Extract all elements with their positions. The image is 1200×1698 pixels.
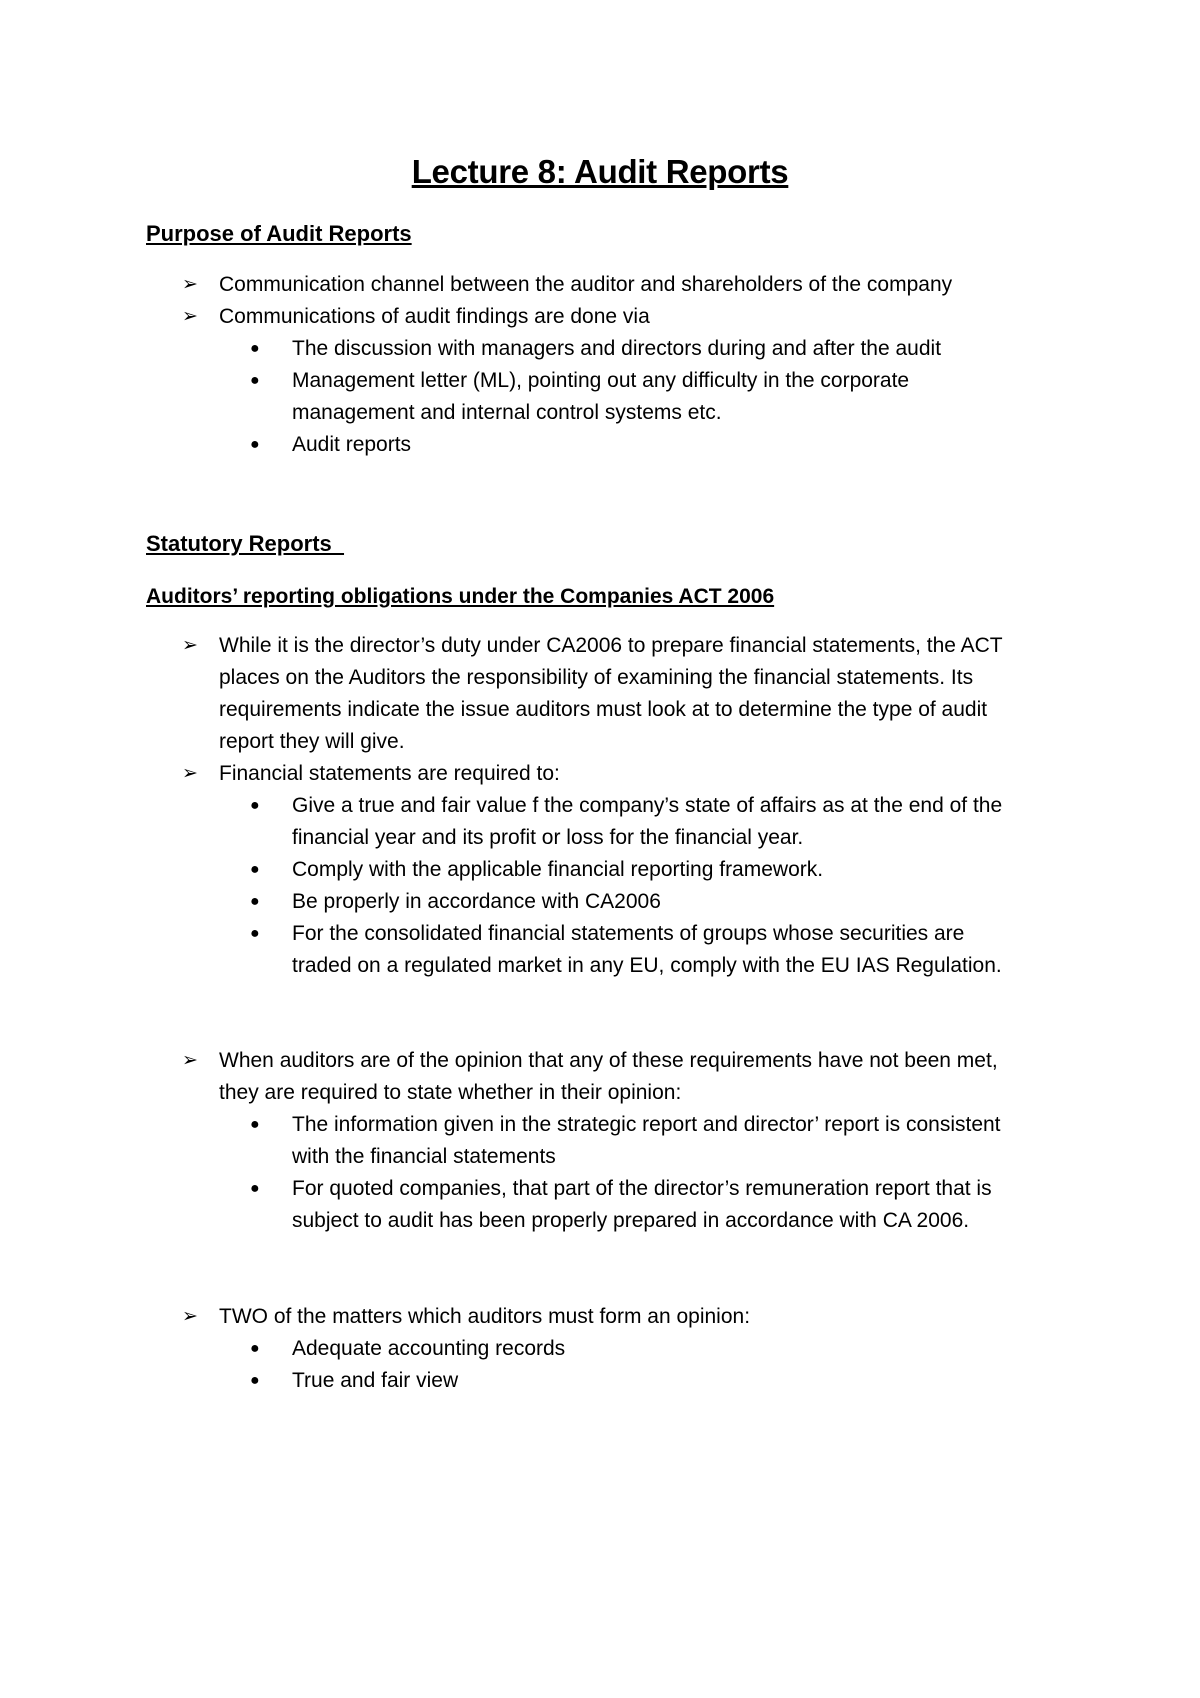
sub-list-item-text: Comply with the applicable financial reporting framework. <box>292 858 824 881</box>
arrow-bullet-icon: ➢ <box>182 306 198 327</box>
round-bullet-icon: ● <box>250 372 260 389</box>
arrow-bullet-icon: ➢ <box>182 763 198 784</box>
list-item-text: TWO of the matters which auditors must form an opinion: <box>219 1305 751 1328</box>
arrow-bullet-icon: ➢ <box>182 1050 198 1071</box>
list-item-text: Communications of audit findings are done via <box>219 305 650 328</box>
sub-list-item-text: Management letter (ML), pointing out any difficulty in the corporate management and internal control systems etc. <box>292 369 910 424</box>
sub-list-item-text: Give a true and fair value f the company’s state of affairs as at the end of the financial year and its profit or loss for the financial year. <box>292 794 1003 849</box>
list-item-text: When auditors are of the opinion that any of these requirements have not been met, they are required to state whether in their opinion: <box>219 1049 998 1104</box>
round-bullet-icon: ● <box>250 1116 260 1133</box>
sub-list-item-text: For quoted companies, that part of the director’s remuneration report that is subject to audit has been properly prepared in accordance with CA 2006. <box>292 1177 992 1232</box>
round-bullet-icon: ● <box>250 1372 260 1389</box>
page-title: Lecture 8: Audit Reports <box>411 153 789 190</box>
round-bullet-icon: ● <box>250 436 260 453</box>
sub-list-item-text: Be properly in accordance with CA2006 <box>292 890 661 913</box>
sub-list-item-text: Adequate accounting records <box>292 1337 566 1360</box>
list-item-text: While it is the director’s duty under CA2006 to prepare financial statements, the ACT places on the Auditors the responsibility of examining the financial statements. Its requirements indicate the issue auditors must look at to determine the type of audit report they will give. <box>219 634 1003 753</box>
round-bullet-icon: ● <box>250 1180 260 1197</box>
section-subheading-obligations: Auditors’ reporting obligations under the Companies ACT 2006 <box>146 585 775 608</box>
list-item-text: Communication channel between the auditor and shareholders of the company <box>219 273 953 296</box>
sub-list-item-text: The information given in the strategic report and director’ report is consistent with the financial statements <box>292 1113 1001 1168</box>
arrow-bullet-icon: ➢ <box>182 635 198 656</box>
list-item-text: Financial statements are required to: <box>219 762 560 785</box>
round-bullet-icon: ● <box>250 1340 260 1357</box>
round-bullet-icon: ● <box>250 893 260 910</box>
sub-list-item-text: For the consolidated financial statements of groups whose securities are traded on a regulated market in any EU, comply with the EU IAS Regulation. <box>292 922 1002 977</box>
sub-list-item-text: Audit reports <box>292 433 412 456</box>
round-bullet-icon: ● <box>250 797 260 814</box>
sub-list-item-text: The discussion with managers and directors during and after the audit <box>292 337 942 360</box>
sub-list-item-text: True and fair view <box>292 1369 459 1392</box>
section-heading-purpose: Purpose of Audit Reports <box>146 221 412 246</box>
arrow-bullet-icon: ➢ <box>182 274 198 295</box>
round-bullet-icon: ● <box>250 340 260 357</box>
round-bullet-icon: ● <box>250 861 260 878</box>
round-bullet-icon: ● <box>250 925 260 942</box>
section-heading-statutory: Statutory Reports <box>146 531 345 556</box>
arrow-bullet-icon: ➢ <box>182 1306 198 1327</box>
